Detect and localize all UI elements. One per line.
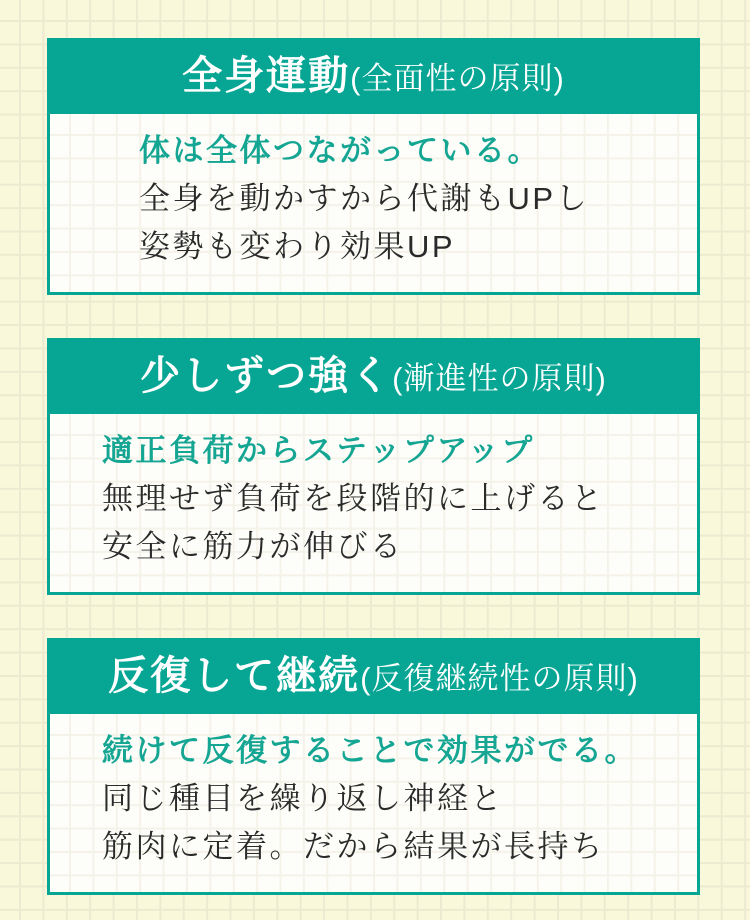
card-highlight-line: 体は全体つながっている。 [139, 133, 541, 168]
card-header [47, 638, 700, 714]
card-header [47, 38, 700, 114]
card-text-line: 同じ種目を繰り返し神経と [102, 781, 504, 816]
card-header [47, 338, 700, 414]
card-body [47, 114, 700, 295]
card-title-main: 少しずつ強く [140, 354, 393, 398]
card-title-sub: (反復継続性の原則) [360, 661, 639, 696]
card-highlight-line: 適正負荷からステップアップ [102, 433, 535, 468]
card-body [47, 714, 700, 895]
principle-card-whole-body [47, 38, 700, 295]
card-text-line: 無理せず負荷を段階的に上げると [102, 481, 605, 516]
card-title-sub: (全面性の原則) [350, 61, 565, 96]
card-title-main: 反復して継続 [108, 654, 361, 698]
card-highlight-line: 続けて反復することで効果がでる。 [102, 733, 638, 768]
card-text-line: 全身を動かすから代謝もUPし [139, 181, 590, 216]
card-title-sub: (漸進性の原則) [392, 361, 607, 396]
card-title-main: 全身運動 [182, 54, 351, 98]
principle-card-repetition-continuity [47, 638, 700, 895]
card-body [47, 414, 700, 595]
principle-card-gradual-progression [47, 338, 700, 595]
card-text-line: 安全に筋力が伸びる [102, 529, 404, 564]
card-text-line: 筋肉に定着。だから結果が長持ち [102, 829, 605, 864]
card-text-line: 姿勢も変わり効果UP [139, 229, 456, 264]
